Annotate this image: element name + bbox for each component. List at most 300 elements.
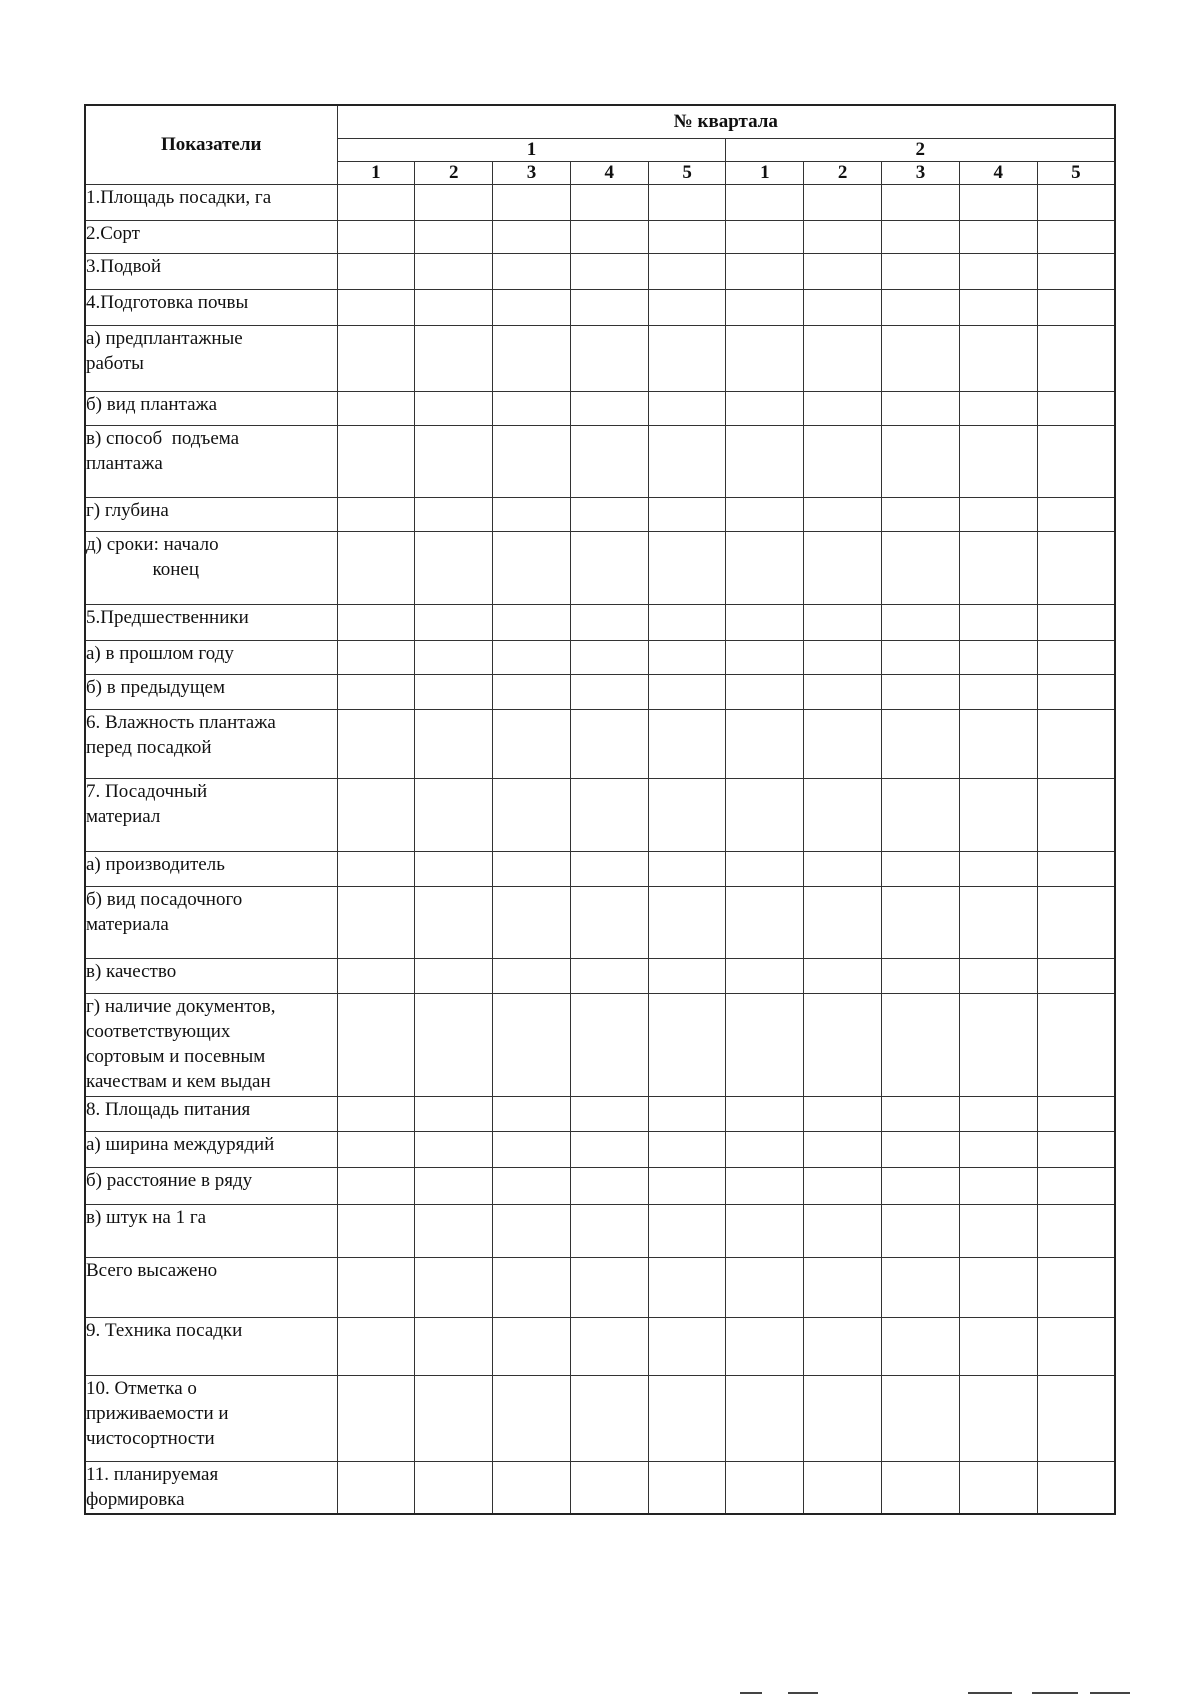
entry-cell[interactable] xyxy=(726,959,804,994)
entry-cell[interactable] xyxy=(882,326,960,392)
entry-cell[interactable] xyxy=(493,290,571,326)
indicator-label-line: 7. Посадочный xyxy=(86,781,208,802)
entry-cell[interactable] xyxy=(804,779,882,852)
entry-cell[interactable] xyxy=(1037,1318,1115,1376)
entry-cell[interactable] xyxy=(337,392,415,426)
entry-cell[interactable] xyxy=(959,426,1037,498)
entry-cell[interactable] xyxy=(726,779,804,852)
entry-cell[interactable] xyxy=(493,779,571,852)
entry-cell[interactable] xyxy=(959,779,1037,852)
entry-cell[interactable] xyxy=(648,605,726,641)
entry-cell[interactable] xyxy=(882,1462,960,1514)
entry-cell[interactable] xyxy=(1037,675,1115,710)
entry-cell[interactable] xyxy=(493,1205,571,1258)
entry-cell[interactable] xyxy=(570,221,648,254)
indicator-label-line: 8. Площадь питания xyxy=(86,1099,251,1120)
entry-cell[interactable] xyxy=(337,326,415,392)
entry-cell[interactable] xyxy=(959,290,1037,326)
entry-cell[interactable] xyxy=(882,779,960,852)
entry-cell[interactable] xyxy=(648,185,726,221)
table-row xyxy=(85,392,1115,426)
entry-cell[interactable] xyxy=(337,994,415,1097)
indicator-label-line: работы xyxy=(86,353,144,374)
entry-cell[interactable] xyxy=(804,326,882,392)
entry-cell[interactable] xyxy=(726,1205,804,1258)
entry-cell[interactable] xyxy=(726,290,804,326)
entry-cell[interactable] xyxy=(337,1168,415,1205)
entry-cell[interactable] xyxy=(415,710,493,779)
entry-cell[interactable] xyxy=(648,1462,726,1514)
entry-cell[interactable] xyxy=(493,221,571,254)
entry-cell[interactable] xyxy=(648,887,726,959)
indicator-label xyxy=(85,254,337,290)
entry-cell[interactable] xyxy=(726,392,804,426)
indicator-label-line: 11. планируемая xyxy=(86,1464,219,1485)
indicator-label-line: в) способ подъема xyxy=(86,428,240,449)
entry-cell[interactable] xyxy=(959,710,1037,779)
entry-cell[interactable] xyxy=(415,326,493,392)
entry-cell[interactable] xyxy=(1037,290,1115,326)
entry-cell[interactable] xyxy=(959,1132,1037,1168)
entry-cell[interactable] xyxy=(1037,426,1115,498)
entry-cell[interactable] xyxy=(648,498,726,532)
indicator-label-line: приживаемости и xyxy=(86,1403,229,1424)
indicator-label-line: б) расстояние в ряду xyxy=(86,1170,253,1191)
entry-cell[interactable] xyxy=(1037,392,1115,426)
entry-cell[interactable] xyxy=(337,290,415,326)
indicator-label xyxy=(85,1097,337,1132)
entry-cell[interactable] xyxy=(337,426,415,498)
entry-cell[interactable] xyxy=(804,532,882,605)
entry-cell[interactable] xyxy=(415,641,493,675)
entry-cell[interactable] xyxy=(959,1258,1037,1318)
entry-cell[interactable] xyxy=(726,221,804,254)
planting-record-sheet xyxy=(84,104,1114,1515)
table-row xyxy=(85,326,1115,392)
entry-cell[interactable] xyxy=(1037,779,1115,852)
entry-cell[interactable] xyxy=(648,532,726,605)
entry-cell[interactable] xyxy=(570,1462,648,1514)
entry-cell[interactable] xyxy=(959,641,1037,675)
indicator-label xyxy=(85,779,337,852)
entry-cell[interactable] xyxy=(804,185,882,221)
entry-cell[interactable] xyxy=(882,498,960,532)
table-row xyxy=(85,779,1115,852)
entry-cell[interactable] xyxy=(337,1097,415,1132)
entry-cell[interactable] xyxy=(415,1318,493,1376)
entry-cell[interactable] xyxy=(726,994,804,1097)
entry-cell[interactable] xyxy=(493,852,571,887)
entry-cell[interactable] xyxy=(570,779,648,852)
entry-cell[interactable] xyxy=(804,710,882,779)
entry-cell[interactable] xyxy=(493,959,571,994)
entry-cell[interactable] xyxy=(337,1132,415,1168)
entry-cell[interactable] xyxy=(493,710,571,779)
entry-cell[interactable] xyxy=(959,221,1037,254)
entry-cell[interactable] xyxy=(726,605,804,641)
table-row xyxy=(85,959,1115,994)
entry-cell[interactable] xyxy=(882,185,960,221)
entry-cell[interactable] xyxy=(415,1205,493,1258)
entry-cell[interactable] xyxy=(337,641,415,675)
entry-cell[interactable] xyxy=(570,392,648,426)
entry-cell[interactable] xyxy=(726,185,804,221)
entry-cell[interactable] xyxy=(804,1258,882,1318)
entry-cell[interactable] xyxy=(570,1318,648,1376)
entry-cell[interactable] xyxy=(882,1097,960,1132)
indicator-label-line: 2.Сорт xyxy=(86,223,140,244)
entry-cell[interactable] xyxy=(493,887,571,959)
entry-cell[interactable] xyxy=(1037,1376,1115,1462)
entry-cell[interactable] xyxy=(726,498,804,532)
entry-cell[interactable] xyxy=(648,221,726,254)
entry-cell[interactable] xyxy=(882,254,960,290)
entry-cell[interactable] xyxy=(882,1376,960,1462)
entry-cell[interactable] xyxy=(1037,532,1115,605)
table-row xyxy=(85,254,1115,290)
entry-cell[interactable] xyxy=(959,254,1037,290)
entry-cell[interactable] xyxy=(882,605,960,641)
entry-cell[interactable] xyxy=(959,994,1037,1097)
entry-cell[interactable] xyxy=(959,498,1037,532)
entry-cell[interactable] xyxy=(648,290,726,326)
entry-cell[interactable] xyxy=(337,185,415,221)
entry-cell[interactable] xyxy=(882,675,960,710)
entry-cell[interactable] xyxy=(1037,852,1115,887)
entry-cell[interactable] xyxy=(337,675,415,710)
entry-cell[interactable] xyxy=(493,532,571,605)
entry-cell[interactable] xyxy=(570,994,648,1097)
entry-cell[interactable] xyxy=(1037,959,1115,994)
indicator-label xyxy=(85,852,337,887)
indicator-label-line: соответствующих xyxy=(86,1021,231,1042)
entry-cell[interactable] xyxy=(726,326,804,392)
entry-cell[interactable] xyxy=(959,1462,1037,1514)
entry-cell[interactable] xyxy=(804,498,882,532)
entry-cell[interactable] xyxy=(804,1462,882,1514)
entry-cell[interactable] xyxy=(882,959,960,994)
section-header-7: 2 xyxy=(804,162,882,185)
entry-cell[interactable] xyxy=(882,426,960,498)
entry-cell[interactable] xyxy=(1037,1462,1115,1514)
entry-cell[interactable] xyxy=(570,185,648,221)
entry-cell[interactable] xyxy=(1037,1205,1115,1258)
entry-cell[interactable] xyxy=(493,1318,571,1376)
entry-cell[interactable] xyxy=(648,959,726,994)
entry-cell[interactable] xyxy=(882,392,960,426)
entry-cell[interactable] xyxy=(570,532,648,605)
entry-cell[interactable] xyxy=(804,1132,882,1168)
entry-cell[interactable] xyxy=(648,1258,726,1318)
indicator-label-line: 10. Отметка о xyxy=(86,1378,197,1399)
entry-cell[interactable] xyxy=(493,1258,571,1318)
entry-cell[interactable] xyxy=(959,532,1037,605)
entry-cell[interactable] xyxy=(415,426,493,498)
entry-cell[interactable] xyxy=(493,1168,571,1205)
entry-cell[interactable] xyxy=(1037,1097,1115,1132)
entry-cell[interactable] xyxy=(882,994,960,1097)
entry-cell[interactable] xyxy=(726,852,804,887)
entry-cell[interactable] xyxy=(570,290,648,326)
entry-cell[interactable] xyxy=(804,1097,882,1132)
entry-cell[interactable] xyxy=(648,779,726,852)
entry-cell[interactable] xyxy=(959,1376,1037,1462)
entry-cell[interactable] xyxy=(1037,887,1115,959)
entry-cell[interactable] xyxy=(1037,1132,1115,1168)
entry-cell[interactable] xyxy=(493,1097,571,1132)
entry-cell[interactable] xyxy=(570,498,648,532)
entry-cell[interactable] xyxy=(1037,1168,1115,1205)
entry-cell[interactable] xyxy=(415,1132,493,1168)
entry-cell[interactable] xyxy=(493,1132,571,1168)
entry-cell[interactable] xyxy=(337,1205,415,1258)
entry-cell[interactable] xyxy=(804,994,882,1097)
entry-cell[interactable] xyxy=(726,641,804,675)
entry-cell[interactable] xyxy=(493,641,571,675)
entry-cell[interactable] xyxy=(882,532,960,605)
entry-cell[interactable] xyxy=(415,994,493,1097)
entry-cell[interactable] xyxy=(804,1168,882,1205)
entry-cell[interactable] xyxy=(804,959,882,994)
entry-cell[interactable] xyxy=(648,1132,726,1168)
entry-cell[interactable] xyxy=(415,779,493,852)
entry-cell[interactable] xyxy=(1037,641,1115,675)
entry-cell[interactable] xyxy=(648,1168,726,1205)
entry-cell[interactable] xyxy=(882,1318,960,1376)
entry-cell[interactable] xyxy=(804,392,882,426)
entry-cell[interactable] xyxy=(648,392,726,426)
entry-cell[interactable] xyxy=(570,1205,648,1258)
entry-cell[interactable] xyxy=(804,1376,882,1462)
entry-cell[interactable] xyxy=(959,1318,1037,1376)
entry-cell[interactable] xyxy=(1037,498,1115,532)
entry-cell[interactable] xyxy=(648,675,726,710)
entry-cell[interactable] xyxy=(959,852,1037,887)
entry-cell[interactable] xyxy=(337,1462,415,1514)
indicators-header: Показатели xyxy=(85,105,337,185)
entry-cell[interactable] xyxy=(337,1258,415,1318)
entry-cell[interactable] xyxy=(570,1132,648,1168)
entry-cell[interactable] xyxy=(959,605,1037,641)
entry-cell[interactable] xyxy=(570,1168,648,1205)
entry-cell[interactable] xyxy=(415,1258,493,1318)
entry-cell[interactable] xyxy=(804,1205,882,1258)
entry-cell[interactable] xyxy=(648,1318,726,1376)
entry-cell[interactable] xyxy=(804,641,882,675)
entry-cell[interactable] xyxy=(959,1168,1037,1205)
table-row xyxy=(85,290,1115,326)
entry-cell[interactable] xyxy=(959,675,1037,710)
entry-cell[interactable] xyxy=(726,887,804,959)
entry-cell[interactable] xyxy=(726,1318,804,1376)
entry-cell[interactable] xyxy=(337,852,415,887)
indicator-label-line: плантажа xyxy=(86,453,163,474)
entry-cell[interactable] xyxy=(337,532,415,605)
entry-cell[interactable] xyxy=(1037,605,1115,641)
entry-cell[interactable] xyxy=(493,605,571,641)
entry-cell[interactable] xyxy=(570,959,648,994)
entry-cell[interactable] xyxy=(337,959,415,994)
block-number-header: № квартала xyxy=(337,105,1115,139)
entry-cell[interactable] xyxy=(415,675,493,710)
table-row xyxy=(85,1132,1115,1168)
entry-cell[interactable] xyxy=(570,1258,648,1318)
entry-cell[interactable] xyxy=(648,1097,726,1132)
entry-cell[interactable] xyxy=(648,852,726,887)
entry-cell[interactable] xyxy=(726,1097,804,1132)
entry-cell[interactable] xyxy=(804,1318,882,1376)
entry-cell[interactable] xyxy=(493,1462,571,1514)
entry-cell[interactable] xyxy=(493,1376,571,1462)
entry-cell[interactable] xyxy=(570,641,648,675)
entry-cell[interactable] xyxy=(804,254,882,290)
entry-cell[interactable] xyxy=(804,852,882,887)
entry-cell[interactable] xyxy=(726,426,804,498)
entry-cell[interactable] xyxy=(726,532,804,605)
entry-cell[interactable] xyxy=(570,254,648,290)
entry-cell[interactable] xyxy=(570,710,648,779)
entry-cell[interactable] xyxy=(1037,185,1115,221)
entry-cell[interactable] xyxy=(882,1205,960,1258)
entry-cell[interactable] xyxy=(726,1462,804,1514)
entry-cell[interactable] xyxy=(570,1376,648,1462)
entry-cell[interactable] xyxy=(959,887,1037,959)
entry-cell[interactable] xyxy=(882,887,960,959)
entry-cell[interactable] xyxy=(570,852,648,887)
entry-cell[interactable] xyxy=(1037,221,1115,254)
indicator-label-line: перед посадкой xyxy=(86,737,212,758)
table-row xyxy=(85,1462,1115,1514)
entry-cell[interactable] xyxy=(415,605,493,641)
entry-cell[interactable] xyxy=(1037,254,1115,290)
entry-cell[interactable] xyxy=(337,1376,415,1462)
entry-cell[interactable] xyxy=(337,710,415,779)
block-2-header: 2 xyxy=(726,139,1115,162)
entry-cell[interactable] xyxy=(882,221,960,254)
entry-cell[interactable] xyxy=(415,290,493,326)
table-row xyxy=(85,426,1115,498)
entry-cell[interactable] xyxy=(882,710,960,779)
entry-cell[interactable] xyxy=(648,426,726,498)
entry-cell[interactable] xyxy=(570,605,648,641)
entry-cell[interactable] xyxy=(726,675,804,710)
section-header-9: 4 xyxy=(959,162,1037,185)
indicator-label-line: конец xyxy=(86,559,200,580)
entry-cell[interactable] xyxy=(804,605,882,641)
entry-cell[interactable] xyxy=(882,852,960,887)
indicator-label xyxy=(85,959,337,994)
entry-cell[interactable] xyxy=(726,254,804,290)
entry-cell[interactable] xyxy=(493,326,571,392)
entry-cell[interactable] xyxy=(959,1205,1037,1258)
entry-cell[interactable] xyxy=(648,254,726,290)
entry-cell[interactable] xyxy=(1037,710,1115,779)
entry-cell[interactable] xyxy=(337,605,415,641)
entry-cell[interactable] xyxy=(415,1376,493,1462)
indicator-label-line: 1.Площадь посадки, га xyxy=(86,187,272,208)
entry-cell[interactable] xyxy=(570,426,648,498)
entry-cell[interactable] xyxy=(570,326,648,392)
entry-cell[interactable] xyxy=(726,1258,804,1318)
table-row xyxy=(85,1318,1115,1376)
entry-cell[interactable] xyxy=(493,498,571,532)
entry-cell[interactable] xyxy=(882,1168,960,1205)
entry-cell[interactable] xyxy=(1037,326,1115,392)
entry-cell[interactable] xyxy=(337,1318,415,1376)
entry-cell[interactable] xyxy=(415,887,493,959)
entry-cell[interactable] xyxy=(493,426,571,498)
entry-cell[interactable] xyxy=(415,1097,493,1132)
entry-cell[interactable] xyxy=(415,852,493,887)
entry-cell[interactable] xyxy=(493,254,571,290)
entry-cell[interactable] xyxy=(882,290,960,326)
entry-cell[interactable] xyxy=(726,710,804,779)
entry-cell[interactable] xyxy=(493,392,571,426)
entry-cell[interactable] xyxy=(415,498,493,532)
entry-cell[interactable] xyxy=(1037,994,1115,1097)
entry-cell[interactable] xyxy=(648,641,726,675)
entry-cell[interactable] xyxy=(337,498,415,532)
entry-cell[interactable] xyxy=(415,254,493,290)
entry-cell[interactable] xyxy=(570,675,648,710)
entry-cell[interactable] xyxy=(493,994,571,1097)
entry-cell[interactable] xyxy=(493,185,571,221)
entry-cell[interactable] xyxy=(804,426,882,498)
entry-cell[interactable] xyxy=(415,1462,493,1514)
indicator-label-line: г) наличие документов, xyxy=(86,996,276,1017)
entry-cell[interactable] xyxy=(337,221,415,254)
entry-cell[interactable] xyxy=(648,994,726,1097)
entry-cell[interactable] xyxy=(570,1097,648,1132)
entry-cell[interactable] xyxy=(804,290,882,326)
entry-cell[interactable] xyxy=(959,392,1037,426)
entry-cell[interactable] xyxy=(959,326,1037,392)
entry-cell[interactable] xyxy=(493,675,571,710)
entry-cell[interactable] xyxy=(415,959,493,994)
entry-cell[interactable] xyxy=(959,959,1037,994)
entry-cell[interactable] xyxy=(648,1205,726,1258)
entry-cell[interactable] xyxy=(415,532,493,605)
entry-cell[interactable] xyxy=(959,1097,1037,1132)
entry-cell[interactable] xyxy=(882,641,960,675)
indicator-label xyxy=(85,641,337,675)
entry-cell[interactable] xyxy=(337,254,415,290)
entry-cell[interactable] xyxy=(726,1376,804,1462)
entry-cell[interactable] xyxy=(726,1132,804,1168)
entry-cell[interactable] xyxy=(415,392,493,426)
indicator-label-line: 3.Подвой xyxy=(86,256,162,277)
entry-cell[interactable] xyxy=(804,675,882,710)
entry-cell[interactable] xyxy=(415,221,493,254)
entry-cell[interactable] xyxy=(337,779,415,852)
entry-cell[interactable] xyxy=(1037,1258,1115,1318)
entry-cell[interactable] xyxy=(648,1376,726,1462)
entry-cell[interactable] xyxy=(415,185,493,221)
entry-cell[interactable] xyxy=(959,185,1037,221)
entry-cell[interactable] xyxy=(804,887,882,959)
entry-cell[interactable] xyxy=(804,221,882,254)
entry-cell[interactable] xyxy=(882,1132,960,1168)
entry-cell[interactable] xyxy=(882,1258,960,1318)
entry-cell[interactable] xyxy=(415,1168,493,1205)
entry-cell[interactable] xyxy=(648,326,726,392)
entry-cell[interactable] xyxy=(570,887,648,959)
indicator-label-line: чистосортности xyxy=(86,1428,215,1449)
indicator-label-line: 4.Подготовка почвы xyxy=(86,292,249,313)
entry-cell[interactable] xyxy=(648,710,726,779)
entry-cell[interactable] xyxy=(337,887,415,959)
entry-cell[interactable] xyxy=(726,1168,804,1205)
